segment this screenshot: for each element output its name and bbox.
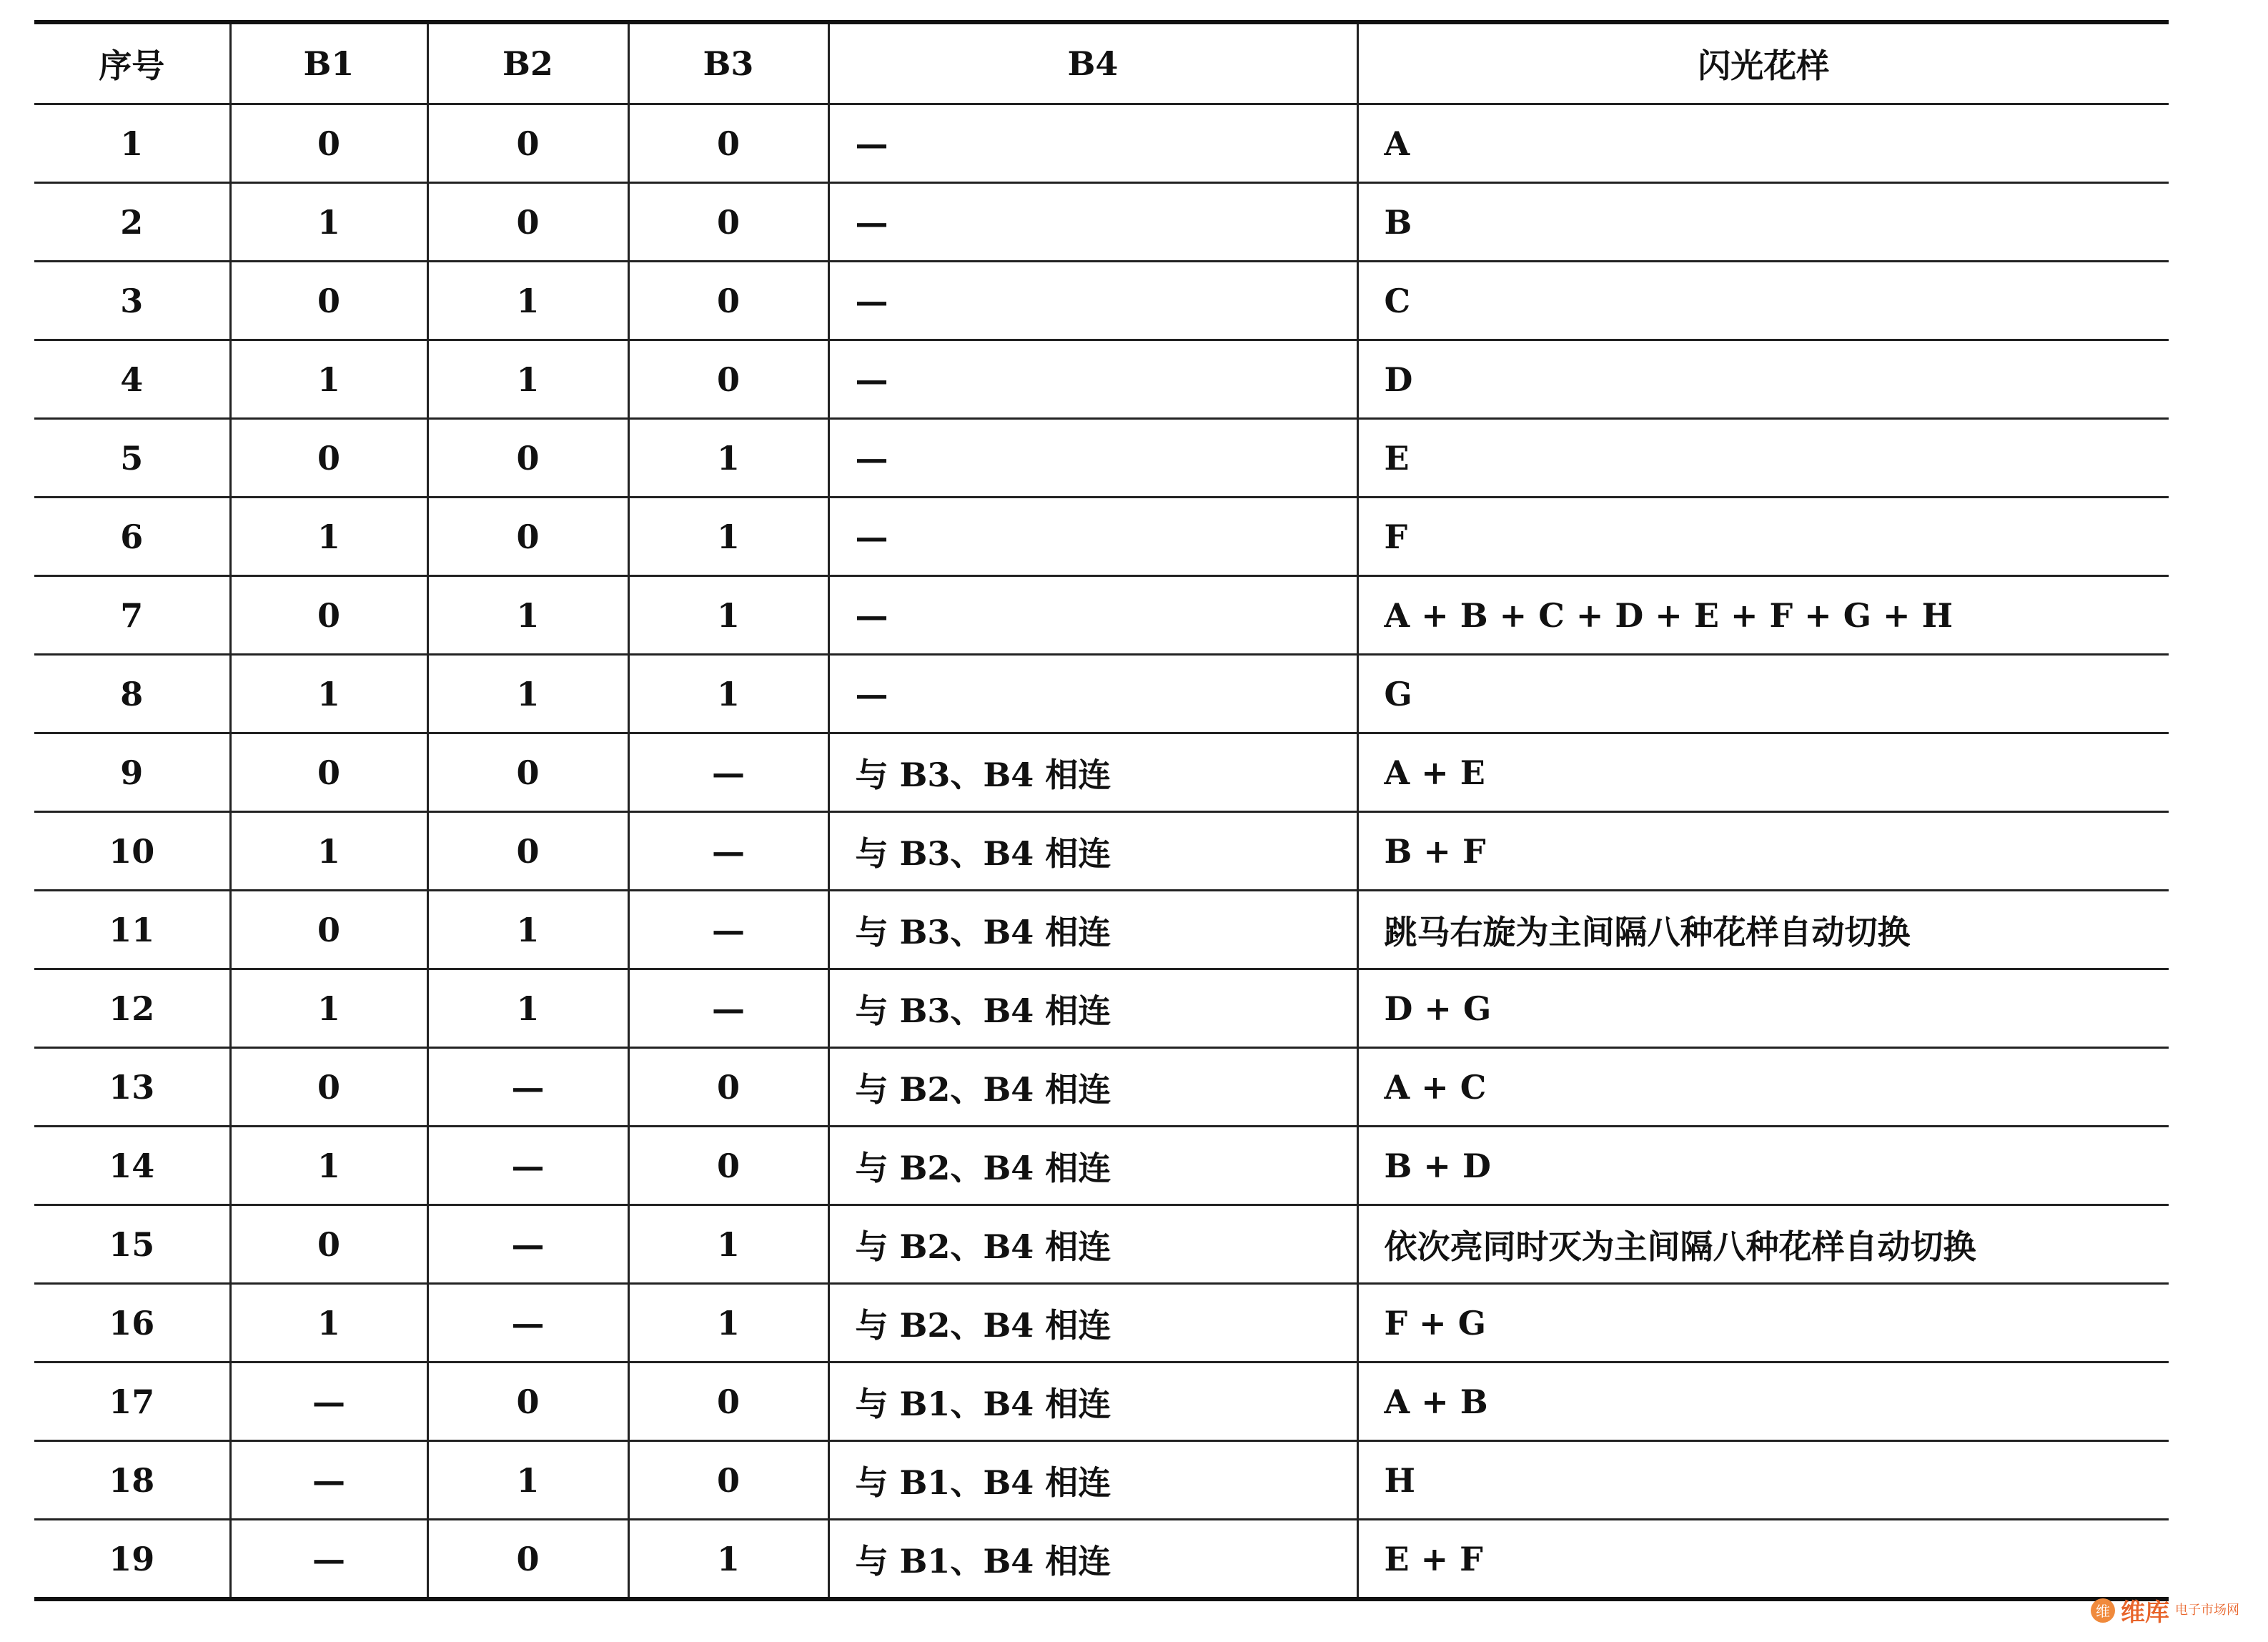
cell-b2: 1 bbox=[427, 891, 628, 969]
cell-index: 1 bbox=[34, 104, 230, 183]
cell-b4: — bbox=[828, 262, 1357, 340]
flash-pattern-table bbox=[34, 20, 2169, 1601]
table-row bbox=[34, 419, 2169, 498]
cell-pattern: G bbox=[1357, 655, 2169, 733]
cell-b3: — bbox=[628, 733, 828, 812]
cell-pattern: 依次亮同时灭为主间隔八种花样自动切换 bbox=[1357, 1205, 2169, 1284]
watermark-subtitle: 电子市场网 bbox=[2175, 1602, 2239, 1618]
cell-b4: — bbox=[828, 104, 1357, 183]
cell-b4: — bbox=[828, 498, 1357, 576]
table-row bbox=[34, 812, 2169, 891]
header-pattern: 闪光花样 bbox=[1357, 22, 2169, 104]
cell-b1: 0 bbox=[230, 733, 427, 812]
cell-b4: — bbox=[828, 655, 1357, 733]
cell-b3: 0 bbox=[628, 262, 828, 340]
header-b4: B4 bbox=[828, 22, 1357, 104]
cell-b4: 与 B3、B4 相连 bbox=[828, 969, 1357, 1048]
table-row bbox=[34, 104, 2169, 183]
cell-pattern: F bbox=[1357, 498, 2169, 576]
cell-index: 16 bbox=[34, 1284, 230, 1362]
cell-b1: 1 bbox=[230, 498, 427, 576]
cell-pattern: C bbox=[1357, 262, 2169, 340]
cell-b1: — bbox=[230, 1362, 427, 1441]
cell-b1: 1 bbox=[230, 969, 427, 1048]
cell-b1: 1 bbox=[230, 812, 427, 891]
table-header-row bbox=[34, 22, 2169, 104]
cell-b4: 与 B1、B4 相连 bbox=[828, 1441, 1357, 1520]
cell-b4: 与 B3、B4 相连 bbox=[828, 891, 1357, 969]
cell-b2: 1 bbox=[427, 969, 628, 1048]
cell-b3: 0 bbox=[628, 104, 828, 183]
cell-b2: 1 bbox=[427, 340, 628, 419]
cell-b4: 与 B1、B4 相连 bbox=[828, 1362, 1357, 1441]
table-row bbox=[34, 733, 2169, 812]
cell-b4: — bbox=[828, 419, 1357, 498]
table-row bbox=[34, 1127, 2169, 1205]
cell-b2: 1 bbox=[427, 576, 628, 655]
cell-index: 18 bbox=[34, 1441, 230, 1520]
cell-b2: 0 bbox=[427, 498, 628, 576]
cell-index: 17 bbox=[34, 1362, 230, 1441]
cell-index: 13 bbox=[34, 1048, 230, 1127]
header-b3: B3 bbox=[628, 22, 828, 104]
table-row bbox=[34, 576, 2169, 655]
cell-index: 19 bbox=[34, 1520, 230, 1600]
cell-b3: 1 bbox=[628, 655, 828, 733]
cell-index: 15 bbox=[34, 1205, 230, 1284]
cell-b3: 1 bbox=[628, 498, 828, 576]
cell-index: 11 bbox=[34, 891, 230, 969]
table-row bbox=[34, 891, 2169, 969]
cell-pattern: 跳马右旋为主间隔八种花样自动切换 bbox=[1357, 891, 2169, 969]
cell-b3: — bbox=[628, 812, 828, 891]
cell-b4: — bbox=[828, 340, 1357, 419]
cell-b3: 0 bbox=[628, 1048, 828, 1127]
cell-b4: 与 B2、B4 相连 bbox=[828, 1127, 1357, 1205]
cell-b2: 0 bbox=[427, 104, 628, 183]
watermark-name: 维库 bbox=[2121, 1598, 2169, 1627]
table-row bbox=[34, 969, 2169, 1048]
cell-b1: 1 bbox=[230, 655, 427, 733]
cell-b2: 0 bbox=[427, 1520, 628, 1600]
cell-b1: 1 bbox=[230, 1284, 427, 1362]
cell-b1: 0 bbox=[230, 262, 427, 340]
cell-b2: 0 bbox=[427, 1362, 628, 1441]
cell-pattern: H bbox=[1357, 1441, 2169, 1520]
cell-pattern: B bbox=[1357, 183, 2169, 262]
header-b1: B1 bbox=[230, 22, 427, 104]
watermark-logo-icon: 维 bbox=[2091, 1598, 2115, 1623]
cell-b3: — bbox=[628, 969, 828, 1048]
cell-b1: 1 bbox=[230, 340, 427, 419]
table-row bbox=[34, 1520, 2169, 1600]
cell-b1: 0 bbox=[230, 1205, 427, 1284]
cell-pattern: A bbox=[1357, 104, 2169, 183]
cell-b3: 1 bbox=[628, 1520, 828, 1600]
cell-b1: 0 bbox=[230, 419, 427, 498]
cell-b2: — bbox=[427, 1127, 628, 1205]
cell-b1: 0 bbox=[230, 104, 427, 183]
header-b2: B2 bbox=[427, 22, 628, 104]
cell-b2: 0 bbox=[427, 812, 628, 891]
cell-index: 7 bbox=[34, 576, 230, 655]
table-row bbox=[34, 655, 2169, 733]
cell-b1: 0 bbox=[230, 576, 427, 655]
cell-b1: — bbox=[230, 1520, 427, 1600]
cell-b2: 0 bbox=[427, 733, 628, 812]
cell-pattern: F + G bbox=[1357, 1284, 2169, 1362]
cell-index: 6 bbox=[34, 498, 230, 576]
cell-pattern: D + G bbox=[1357, 969, 2169, 1048]
cell-b1: — bbox=[230, 1441, 427, 1520]
cell-b3: — bbox=[628, 891, 828, 969]
cell-b2: — bbox=[427, 1048, 628, 1127]
cell-b4: 与 B2、B4 相连 bbox=[828, 1048, 1357, 1127]
cell-b2: 0 bbox=[427, 183, 628, 262]
table-row bbox=[34, 1284, 2169, 1362]
cell-b3: 0 bbox=[628, 1441, 828, 1520]
cell-b3: 1 bbox=[628, 1284, 828, 1362]
table-body bbox=[34, 104, 2169, 1600]
cell-b4: 与 B2、B4 相连 bbox=[828, 1205, 1357, 1284]
table-row bbox=[34, 183, 2169, 262]
cell-index: 14 bbox=[34, 1127, 230, 1205]
cell-index: 2 bbox=[34, 183, 230, 262]
cell-b3: 1 bbox=[628, 576, 828, 655]
cell-index: 3 bbox=[34, 262, 230, 340]
header-index: 序号 bbox=[34, 22, 230, 104]
cell-b3: 0 bbox=[628, 183, 828, 262]
cell-pattern: B + D bbox=[1357, 1127, 2169, 1205]
table-row bbox=[34, 262, 2169, 340]
cell-pattern: E bbox=[1357, 419, 2169, 498]
cell-index: 5 bbox=[34, 419, 230, 498]
cell-b2: 1 bbox=[427, 1441, 628, 1520]
cell-b1: 0 bbox=[230, 1048, 427, 1127]
cell-pattern: D bbox=[1357, 340, 2169, 419]
cell-b1: 1 bbox=[230, 1127, 427, 1205]
cell-index: 8 bbox=[34, 655, 230, 733]
table-row bbox=[34, 498, 2169, 576]
cell-index: 9 bbox=[34, 733, 230, 812]
cell-index: 12 bbox=[34, 969, 230, 1048]
cell-b1: 1 bbox=[230, 183, 427, 262]
table-row bbox=[34, 1205, 2169, 1284]
cell-b2: — bbox=[427, 1205, 628, 1284]
cell-b4: 与 B1、B4 相连 bbox=[828, 1520, 1357, 1600]
cell-b1: 0 bbox=[230, 891, 427, 969]
cell-pattern: A + C bbox=[1357, 1048, 2169, 1127]
cell-b2: 1 bbox=[427, 655, 628, 733]
cell-pattern: A + E bbox=[1357, 733, 2169, 812]
cell-pattern: E + F bbox=[1357, 1520, 2169, 1600]
cell-b2: 0 bbox=[427, 419, 628, 498]
cell-b3: 0 bbox=[628, 340, 828, 419]
cell-b3: 1 bbox=[628, 1205, 828, 1284]
table-row bbox=[34, 1048, 2169, 1127]
cell-b4: 与 B3、B4 相连 bbox=[828, 733, 1357, 812]
table-row bbox=[34, 1441, 2169, 1520]
cell-pattern: B + F bbox=[1357, 812, 2169, 891]
cell-index: 4 bbox=[34, 340, 230, 419]
cell-b3: 0 bbox=[628, 1362, 828, 1441]
cell-b4: — bbox=[828, 183, 1357, 262]
cell-index: 10 bbox=[34, 812, 230, 891]
cell-b3: 1 bbox=[628, 419, 828, 498]
cell-pattern: A + B bbox=[1357, 1362, 2169, 1441]
site-watermark bbox=[2091, 1593, 2239, 1628]
cell-b3: 0 bbox=[628, 1127, 828, 1205]
cell-b2: — bbox=[427, 1284, 628, 1362]
table-row bbox=[34, 1362, 2169, 1441]
table-row bbox=[34, 340, 2169, 419]
cell-b2: 1 bbox=[427, 262, 628, 340]
pattern-table-container bbox=[34, 20, 2169, 1601]
cell-pattern: A + B + C + D + E + F + G + H bbox=[1357, 576, 2169, 655]
cell-b4: — bbox=[828, 576, 1357, 655]
cell-b4: 与 B2、B4 相连 bbox=[828, 1284, 1357, 1362]
cell-b4: 与 B3、B4 相连 bbox=[828, 812, 1357, 891]
